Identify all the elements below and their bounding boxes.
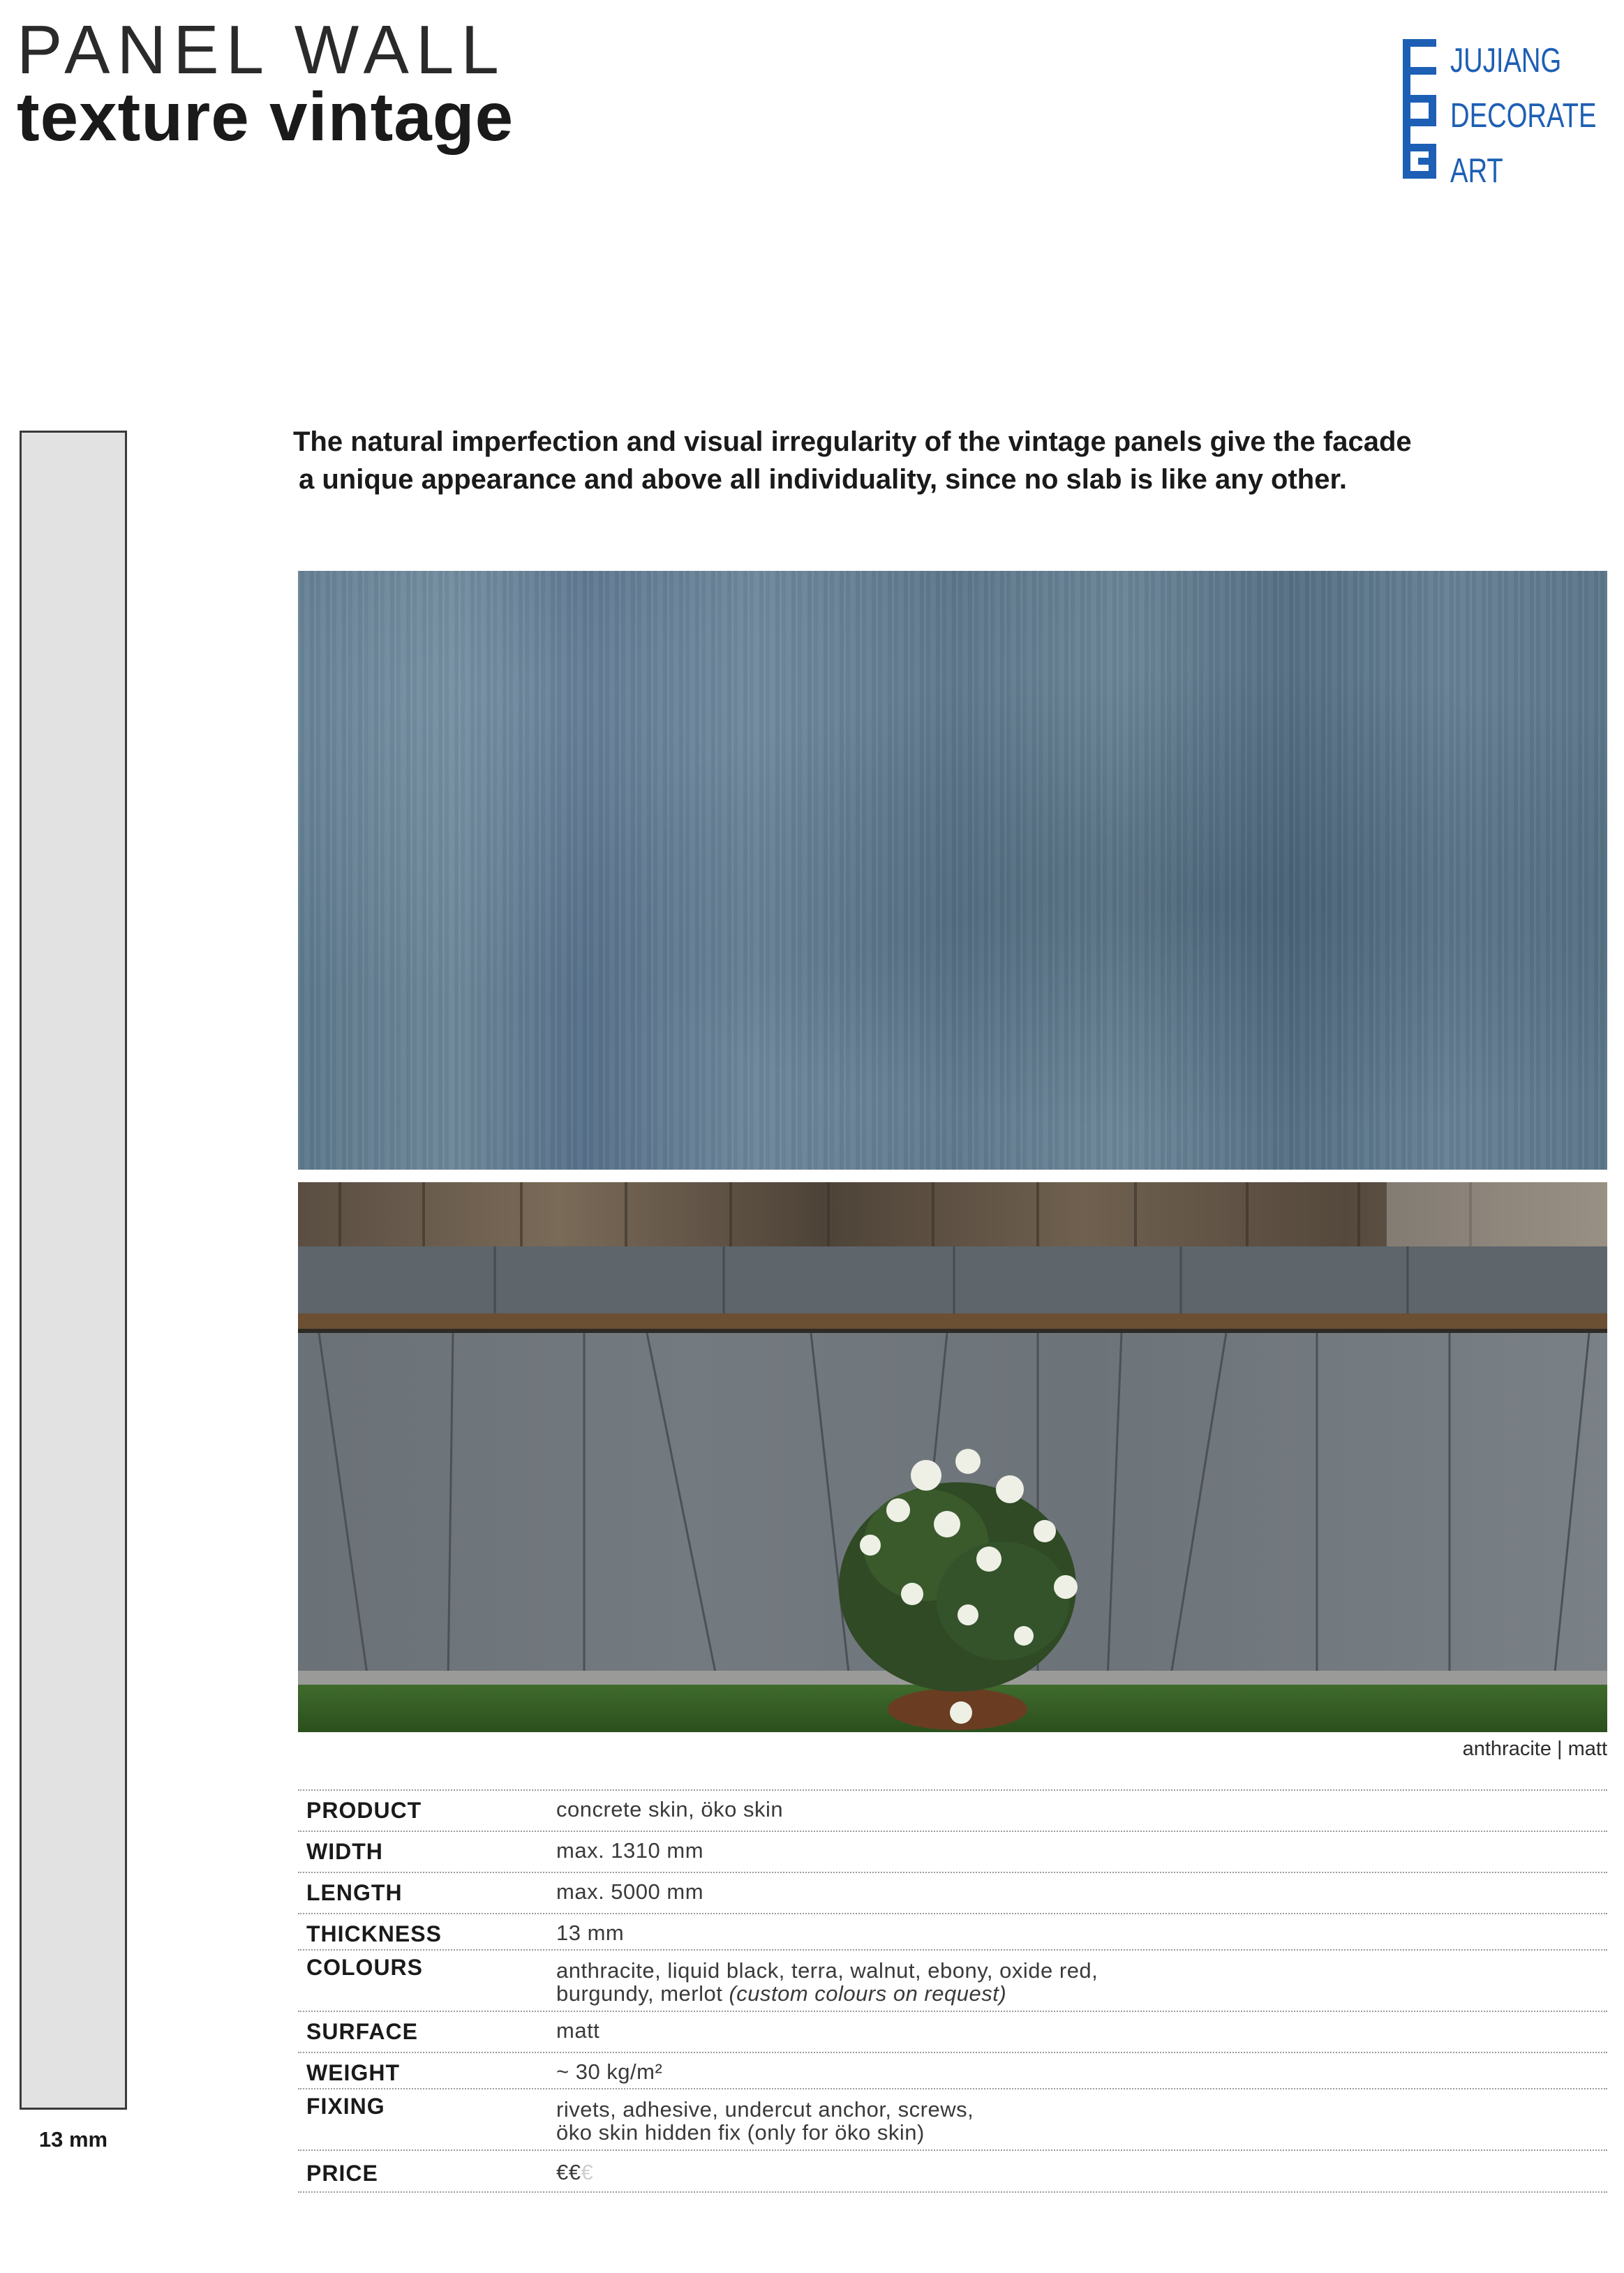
spec-value-length: max. 5000 mm [556,1879,704,1904]
table-row [298,2088,1607,2149]
table-row [298,1949,1607,2011]
texture-closeup-image [298,571,1607,1170]
spec-value-fixing-line-1: rivets, adhesive, undercut anchor, screws, [556,2097,974,2122]
spec-key-weight: WEIGHT [306,2060,400,2085]
spec-value-colours [556,1951,1607,2011]
spec-key-price: PRICE [306,2161,378,2186]
thickness-strip-label: 13 mm [38,2127,108,2152]
thickness-sample-strip [20,431,127,2110]
photo-caption: anthracite | matt [1462,1738,1607,1760]
page-subtitle: texture vintage [17,78,514,155]
logo-mark-icon [1403,39,1436,179]
logo-line-1: JUJIANG [1450,42,1562,80]
spec-key-product: PRODUCT [306,1798,422,1823]
table-row [298,1789,1607,1831]
table-row [298,2011,1607,2052]
spec-key-fixing: FIXING [306,2094,385,2119]
spec-key-length: LENGTH [306,1880,403,1905]
facade-photo [298,1182,1607,1732]
spec-value-colours-note: (custom colours on request) [729,1981,1007,2006]
intro-text [293,423,1605,498]
table-row [298,2052,1607,2088]
spec-value-fixing-line-2: öko skin hidden fix (only for öko skin) [556,2120,925,2145]
logo-wordmark [1450,33,1597,199]
table-row [298,1913,1607,1949]
spec-key-width: WIDTH [306,1839,383,1864]
spec-value-thickness: 13 mm [556,1921,625,1945]
spec-key-surface: SURFACE [306,2019,418,2044]
spec-value-price [556,2151,1607,2191]
table-row [298,1831,1607,1872]
spec-value-surface: matt [556,2018,600,2043]
intro-line-2: a unique appearance and above all individuality, since no slab is like any other. [299,464,1347,495]
spec-value-fixing [556,2089,1607,2149]
price-rating: €€ [556,2160,581,2184]
spec-key-thickness: THICKNESS [306,1921,442,1946]
spec-value-weight: ~ 30 kg/m² [556,2059,663,2084]
logo-line-2: DECORATE [1450,97,1597,135]
brand-logo [1403,33,1597,190]
spec-key-colours: COLOURS [306,1955,423,1980]
intro-line-1: The natural imperfection and visual irregularity of the vintage panels give the facade [293,426,1412,457]
spec-value-colours-line-1: anthracite, liquid black, terra, walnut, ebony, oxide red, [556,1958,1098,1983]
spec-value-width: max. 1310 mm [556,1838,704,1863]
table-row [298,1872,1607,1913]
table-row [298,2149,1607,2193]
spec-value-colours-text: burgundy, merlot [556,1981,729,2006]
spec-value-product: concrete skin, öko skin [556,1797,784,1821]
price-rating-dim: € [581,2160,594,2184]
specs-table [298,1789,1607,2193]
spec-value-colours-line-2 [556,1982,1607,2005]
page-title: PANEL WALL [17,11,506,88]
logo-line-3: ART [1450,152,1503,190]
